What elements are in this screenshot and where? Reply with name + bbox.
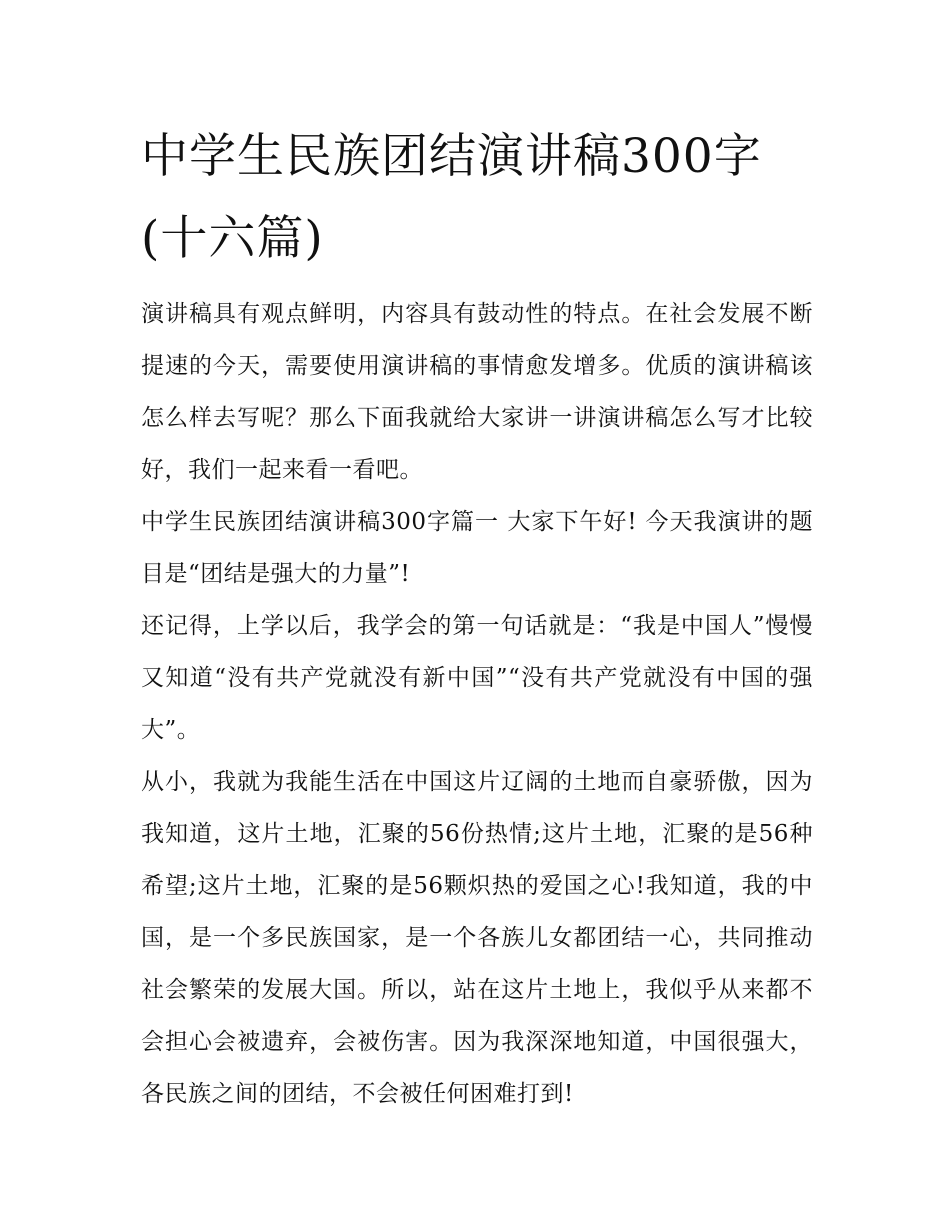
paragraph-intro: 演讲稿具有观点鲜明，内容具有鼓动性的特点。在社会发展不断提速的今天，需要使用演讲稿的事情愈发增多。优质的演讲稿该怎么样去写呢？那么下面我就给大家讲一讲演讲稿怎么写才比较好，我们一起来看一看吧。 (141, 301, 813, 483)
title-line-1: 中学生民族团结演讲稿300字 (141, 129, 762, 184)
document-page (141, 116, 813, 1120)
title-line-2: (十六篇) (141, 211, 324, 266)
paragraph-first-words: 还记得，上学以后，我学会的第一句话就是：“我是中国人”慢慢又知道“没有共产党就没有新中国”“没有共产党就没有中国的强大”。 (141, 613, 813, 743)
paragraph-speech-opening: 中学生民族团结演讲稿300字篇一 大家下午好! 今天我演讲的题目是“团结是强大的力量”! (141, 509, 813, 587)
document-title (141, 116, 813, 280)
paragraph-homeland: 从小，我就为我能生活在中国这片辽阔的土地而自豪骄傲，因为我知道，这片土地，汇聚的56份热情;这片土地，汇聚的是56种希望;这片土地，汇聚的是56颗炽热的爱国之心!我知道，我的中国，是一个多民族国家，是一个各族儿女都团结一心，共同推动社会繁荣的发展大国。所以，站在这片土地上，我似乎从来都不会担心会被遗弃，会被伤害。因为我深深地知道，中国很强大，各民族之间的团结，不会被任何困难打到! (141, 769, 813, 1107)
